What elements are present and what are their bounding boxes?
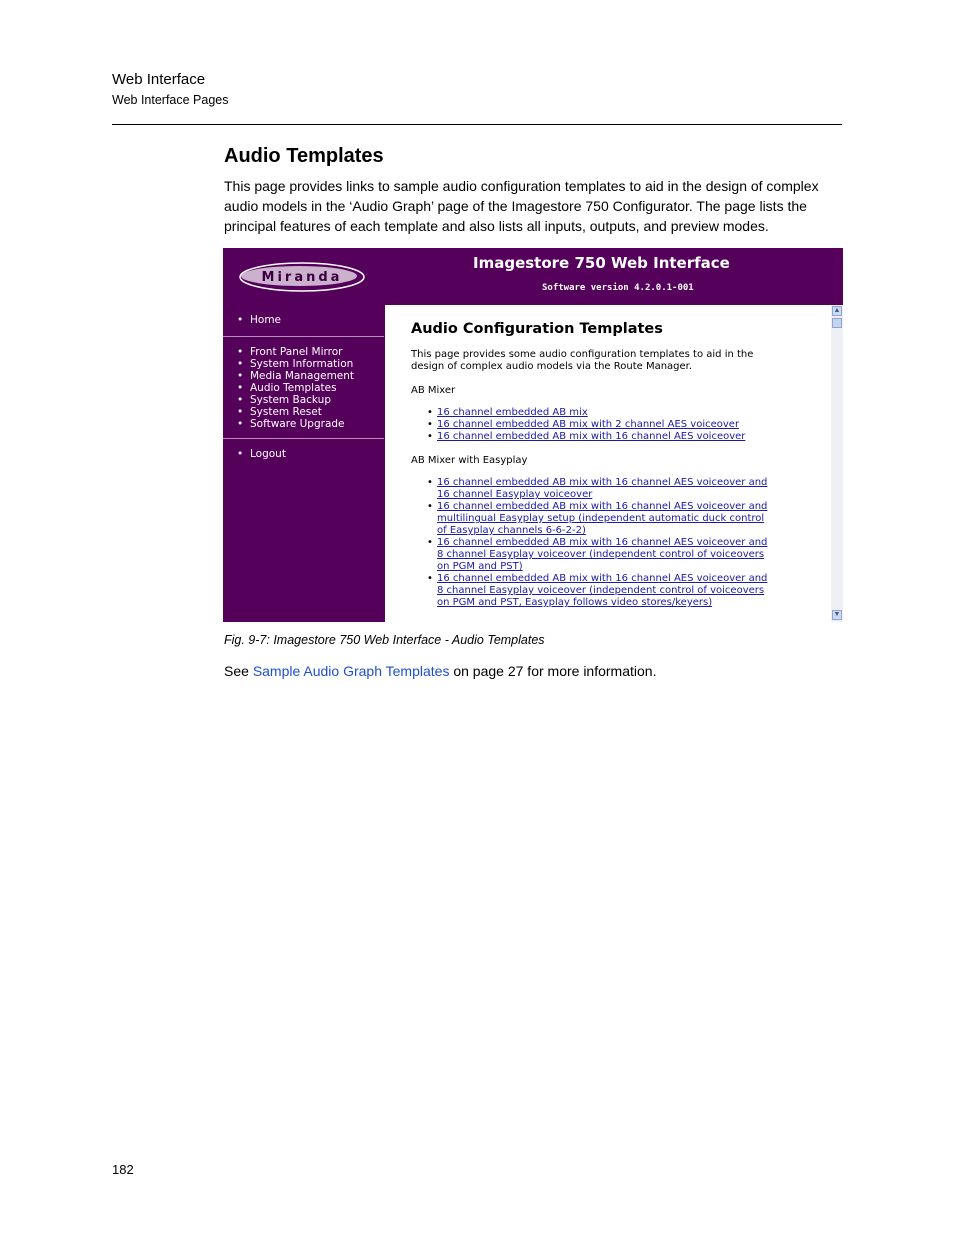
ab-easyplay-links [411, 477, 811, 609]
software-version: Software version 4.2.0.1-001 [542, 283, 694, 293]
list-item [411, 501, 811, 537]
nav-item-home[interactable]: • Home [223, 314, 384, 326]
template-link[interactable]: 16 channel embedded AB mix with 16 channel AES voiceover and multilingual Easyplay setup (independent automatic duck control of Easyplay channels 6-6-2-2) [437, 501, 768, 536]
nav-item-system-information[interactable]: • System Information [223, 358, 384, 370]
template-link[interactable]: 16 channel embedded AB mix with 16 channel AES voiceover and 16 channel Easyplay voiceover [437, 477, 768, 500]
scroll-up-arrow-icon[interactable]: ▲ [833, 307, 841, 314]
web-interface-title: Imagestore 750 Web Interface [473, 254, 730, 272]
nav-item-software-upgrade[interactable]: • Software Upgrade [223, 418, 384, 430]
template-link[interactable]: 16 channel embedded AB mix [437, 407, 588, 418]
content-title: Audio Configuration Templates [411, 321, 663, 337]
nav-item-front-panel-mirror[interactable]: • Front Panel Mirror [223, 346, 384, 358]
nav-group-logout [223, 439, 384, 468]
list-item [411, 407, 811, 419]
running-header-title: Web Interface [112, 71, 206, 88]
side-nav [223, 305, 384, 468]
section-title: Audio Templates [224, 145, 384, 167]
figure-caption: Fig. 9-7: Imagestore 750 Web Interface - Audio Templates [224, 633, 545, 647]
template-link[interactable]: 16 channel embedded AB mix with 16 channel AES voiceover [437, 431, 746, 442]
list-item [411, 537, 811, 573]
content-intro-line-2: design of complex audio models via the Route Manager. [411, 361, 693, 372]
scroll-down-arrow-icon[interactable]: ▼ [833, 611, 841, 618]
header-rule [112, 124, 842, 125]
see-also: See Sample Audio Graph Templates on page 27 for more information. [224, 663, 657, 679]
nav-item-system-backup[interactable]: • System Backup [223, 394, 384, 406]
sample-audio-graph-templates-link[interactable]: Sample Audio Graph Templates [252, 663, 450, 679]
template-link[interactable]: 16 channel embedded AB mix with 16 channel AES voiceover and 8 channel Easyplay voiceover (independent control of voiceovers on PGM and PST, Easyplay follows video stores/keyers) [437, 573, 768, 608]
list-item [411, 431, 811, 443]
list-item [411, 477, 811, 501]
template-link[interactable]: 16 channel embedded AB mix with 16 channel AES voiceover and 8 channel Easyplay voiceover (independent control of voiceovers on PGM and PST) [437, 537, 768, 572]
web-interface-screenshot [223, 248, 843, 622]
nav-item-system-reset[interactable]: • System Reset [223, 406, 384, 418]
page-number: 182 [112, 1162, 134, 1177]
template-link[interactable]: 16 channel embedded AB mix with 2 channel AES voiceover [437, 419, 740, 430]
nav-item-audio-templates[interactable]: • Audio Templates [223, 382, 384, 394]
vertical-scrollbar[interactable] [831, 305, 843, 622]
nav-item-logout[interactable]: • Logout [223, 448, 384, 460]
miranda-logo [239, 262, 365, 292]
content-intro-line-1: This page provides some audio configuration templates to aid in the [411, 349, 754, 360]
ab-mixer-heading: AB Mixer [411, 385, 456, 396]
nav-group-home [223, 305, 384, 337]
miranda-logo-text: Miranda [261, 270, 343, 285]
content-pane [385, 305, 831, 622]
nav-group-system [223, 337, 384, 439]
ab-mixer-links [411, 407, 811, 443]
ab-easyplay-heading: AB Mixer with Easyplay [411, 455, 528, 466]
nav-item-media-management[interactable]: • Media Management [223, 370, 384, 382]
running-header-subtitle: Web Interface Pages [112, 93, 229, 107]
scroll-thumb[interactable] [832, 318, 842, 328]
section-intro: This page provides links to sample audio configuration templates to aid in the design of complex audio models in the ‘Audio Graph’ page of the Imagestore 750 Configurator. The page lists the principal features of each template and also lists all inputs, outputs, and preview modes. [224, 178, 819, 234]
list-item [411, 573, 811, 609]
list-item [411, 419, 811, 431]
